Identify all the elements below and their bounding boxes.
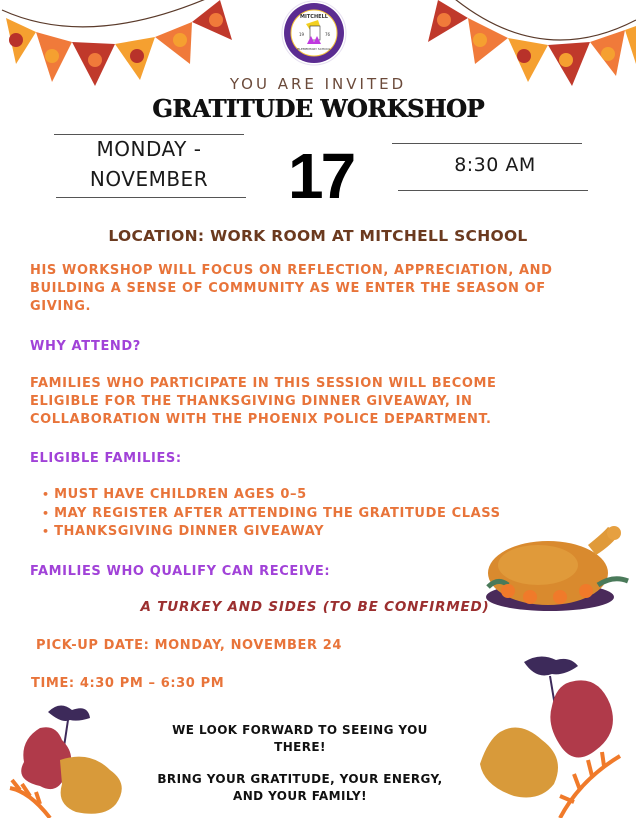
why-attend-heading: WHY ATTEND? (30, 339, 141, 354)
event-title: GRATITUDE WORKSHOP (152, 94, 484, 123)
eagle-emblem-icon (274, 0, 354, 68)
eligible-heading: ELIGIBLE FAMILIES: (30, 451, 182, 466)
divider-line (56, 197, 246, 198)
list-item: • MUST HAVE CHILDREN AGES 0–5 (42, 486, 501, 505)
event-date (54, 134, 244, 194)
eligibility-list (42, 486, 501, 542)
event-location: LOCATION: WORK ROOM AT MITCHELL SCHOOL (108, 227, 528, 245)
workshop-description: HIS WORKSHOP WILL FOCUS ON REFLECTION, APPRECIATION, AND BUILDING A SENSE OF COMMUNITY AS WE ENTER THE SEASON OF GIVING. (30, 263, 553, 314)
event-weekday: MONDAY - (96, 137, 202, 161)
list-item: • MAY REGISTER AFTER ATTENDING THE GRATITUDE CLASS (42, 505, 501, 524)
svg-text:MITCHELL: MITCHELL (300, 14, 328, 20)
receive-heading: FAMILIES WHO QUALIFY CAN RECEIVE: (30, 564, 331, 579)
svg-text:19: 19 (299, 32, 305, 37)
why-attend-body: FAMILIES WHO PARTICIPATE IN THIS SESSION WILL BECOME ELIGIBLE FOR THE THANKSGIVING DINNER GIVEAWAY, IN COLLABORATION WITH THE PHOENIX POLICE DEPARTMENT. (30, 376, 497, 427)
divider-line (392, 143, 582, 144)
closing-line-2: BRING YOUR GRATITUDE, YOUR ENERGY, AND YOUR FAMILY! (157, 772, 443, 803)
divider-line (398, 190, 588, 191)
svg-text:76: 76 (325, 32, 331, 37)
list-item: • THANKSGIVING DINNER GIVEAWAY (42, 523, 501, 542)
svg-text:ELEMENTARY SCHOOL: ELEMENTARY SCHOOL (297, 47, 331, 51)
event-time: 8:30 AM (454, 154, 536, 176)
autumn-leaves-left-icon (0, 700, 140, 818)
roast-turkey-icon (478, 525, 636, 617)
event-month: NOVEMBER (89, 167, 209, 191)
autumn-leaves-right-icon (470, 650, 636, 818)
event-day-number: 17 (288, 140, 354, 212)
pickup-time: TIME: 4:30 PM – 6:30 PM (31, 676, 225, 691)
pickup-date: PICK-UP DATE: MONDAY, NOVEMBER 24 (36, 638, 343, 653)
school-logo (274, 0, 354, 68)
invited-label: YOU ARE INVITED (229, 75, 407, 93)
closing-line-1: WE LOOK FORWARD TO SEEING YOU THERE! (172, 723, 428, 754)
receive-item: A TURKEY AND SIDES (TO BE CONFIRMED) (140, 599, 490, 615)
